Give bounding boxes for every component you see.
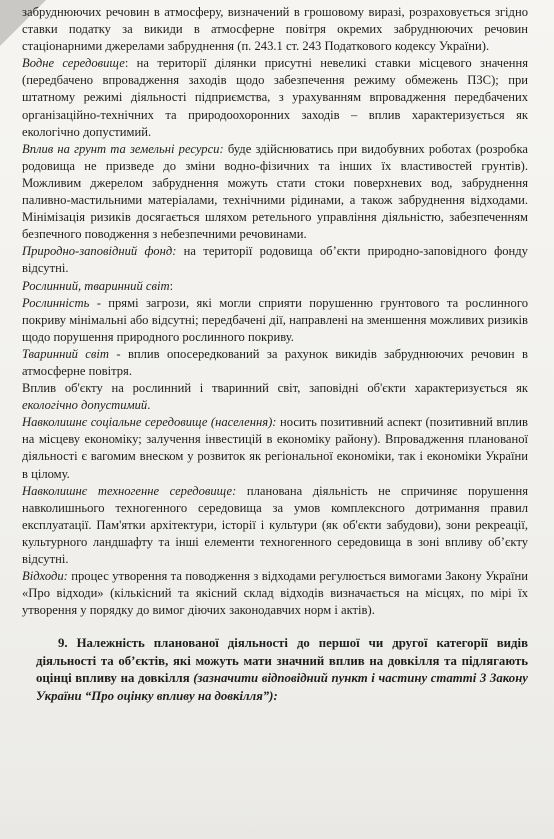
emphasis-acceptable: екологічно допустимий: [22, 398, 148, 413]
text-vegetation: - прямі загрози, які могли сприяти порушенню грунтового та рослинного покриву мінімальні або відсутні; передбачені дії, направлені на зменшення можливих ризиків щодо порушення природного рослинного покриву.: [22, 295, 528, 344]
heading-technogenic: Навколишнє техногенне середовище:: [22, 483, 237, 498]
text-flora-fauna: :: [169, 278, 174, 293]
page-bottom-shade: [0, 799, 554, 839]
text-technogenic: планована діяльність не спричиняє порушення навколишнього техногенного середовища за умов комплексного дотримання правил експлуатації. Пам'ятки архітектури, історії і культури (як об'єкти забудови), зони рекреації, культурного ландшафту та інші елементи техногенного середовища в зоні впливу об’єкту відсутні.: [22, 483, 528, 566]
document-body: [22, 4, 528, 705]
section-9-text: 9. Належність планованої діяльності до першої чи другої категорії видів діяльності та об’єктів, які можуть мати значний вплив на довкілля та підлягають оцінці впливу на довкілля: [36, 636, 528, 686]
heading-vegetation: Рослинність: [22, 295, 90, 310]
paragraph-vegetation: [22, 295, 528, 346]
heading-flora-fauna: Рослинний, тваринний світ: [22, 278, 170, 293]
paragraph-technogenic: [22, 483, 528, 568]
text-soil: буде здійснюватись при видобувних роботах (розробка родовища не призведе до зміни водно-фізичних та інших їх властивостей грунтів). Можливим джерелом забруднення можуть стати стоки поверхневих вод, забруднення паливно-мастильними матеріалами, технічними рідинами, а також забруднення відходами. Мінімізація ризиків досягається шляхом ретельного управління діяльністю, забезпеченням безпечного поводження з небезпечними речовинами.: [22, 141, 528, 242]
text-waste: процес утворення та поводження з відходами регулюється вимогами Закону України «Про відходи» (кількісний та якісний склад відходів визначається на місцях, по мірі їх утворення у порядку до вимог діючих законодавчих норм і актів).: [22, 569, 528, 618]
text-reserve: на території родовища об’єкти природно-заповідного фонду відсутні.: [22, 244, 528, 276]
paragraph-reserve: [22, 243, 528, 277]
text-impact-summary: Вплив об'єкту на рослинний і тваринний світ, заповідні об'єкти характеризується як: [22, 381, 528, 396]
paragraph-water: [22, 55, 528, 140]
heading-water: Водне середовище: [22, 56, 125, 71]
heading-social: Навколишнє соціальне середовище (населення):: [22, 415, 277, 430]
heading-reserve: Природно-заповідний фонд:: [22, 244, 177, 259]
section-9-parenthetical: (зазначити відповідний пункт і частину статті 3 Закону України “Про оцінку впливу на довкілля”):: [36, 671, 528, 703]
paragraph-flora-fauna: [22, 278, 528, 295]
section-9-heading: [22, 635, 528, 705]
heading-fauna: Тваринний світ: [22, 346, 109, 361]
text-social: носить позитивний аспект (позитивний вплив на місцеву економіку; залучення інвестицій в економіку району). Впровадження планованої діяльності є вагомим внеском у розвиток як регіональної економіки, так і економіки України в цілому.: [22, 415, 528, 481]
heading-waste: Відходи:: [22, 569, 68, 584]
paragraph-social: [22, 414, 528, 482]
paragraph-waste: [22, 568, 528, 619]
text-water: : на території ділянки присутні невеликі ставки місцевого значення (передбачено впровадження заходів щодо забезпечення режиму обмежень ПЗС); при штатному режимі діяльності підприємства, з урахуванням впровадження передбачених організаційно-технічних та природоохоронних заходів – вплив характеризується як екологічно допустимий.: [22, 56, 528, 139]
text-impact-end: .: [147, 398, 151, 413]
paragraph-impact-summary: [22, 380, 528, 414]
text-fauna: - вплив опосередкований за рахунок викидів забруднюючих речовин в атмосферне повітря.: [22, 346, 529, 378]
paragraph-soil: [22, 141, 528, 244]
paragraph-emissions: забруднюючих речовин в атмосферу, визначений в грошовому виразі, розраховується згідно ставки податку за викиди в атмосферне повітря окремих забруднюючих речовин стаціонарними джерелами забруднення (п. 243.1 ст. 243 Податкового кодексу України).: [22, 5, 528, 54]
heading-soil: Вплив на грунт та земельні ресурси:: [22, 141, 224, 156]
paragraph-fauna: [22, 346, 528, 380]
